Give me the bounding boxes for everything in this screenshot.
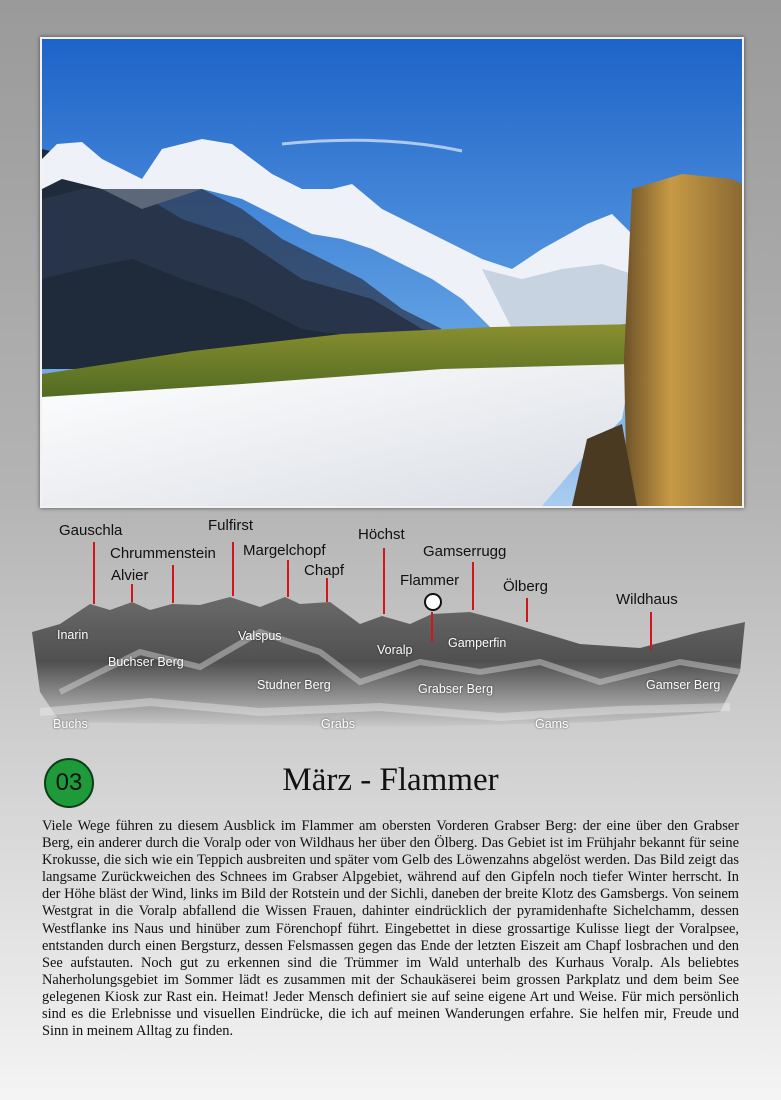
place-label-buchs: Buchs bbox=[53, 717, 88, 731]
peak-label-chapf: Chapf bbox=[304, 562, 345, 579]
place-label-studner-berg: Studner Berg bbox=[257, 678, 331, 692]
panorama-diagram bbox=[0, 512, 781, 752]
margelchopf-marker-line bbox=[287, 560, 289, 597]
gamserrugg-marker-line bbox=[472, 562, 474, 610]
place-label-gamser-berg: Gamser Berg bbox=[646, 678, 721, 692]
peak-label-chrummenstein: Chrummenstein bbox=[110, 545, 216, 562]
chrummenstein-marker-line bbox=[172, 565, 174, 603]
peak-label-gauschla: Gauschla bbox=[59, 522, 123, 539]
peak-label-alvier: Alvier bbox=[111, 567, 149, 584]
chapf-marker-line bbox=[326, 578, 328, 602]
alvier-marker-line bbox=[131, 584, 133, 602]
place-label-gams: Gams bbox=[535, 717, 569, 731]
oelberg-marker-line bbox=[526, 598, 528, 622]
place-label-gamperfin: Gamperfin bbox=[448, 636, 507, 650]
peak-label-fulfirst: Fulfirst bbox=[208, 517, 253, 534]
landscape-photo bbox=[40, 37, 744, 508]
fulfirst-marker-line bbox=[232, 542, 234, 596]
page-title: März - Flammer bbox=[282, 762, 499, 798]
peak-label-flammer: Flammer bbox=[400, 572, 460, 589]
peak-label-oelberg: Ölberg bbox=[503, 578, 549, 595]
chapter-number: 03 bbox=[55, 769, 83, 796]
peak-label-margelchopf: Margelchopf bbox=[243, 542, 326, 559]
flammer-location-dot bbox=[424, 593, 442, 611]
place-label-buchser-berg: Buchser Berg bbox=[108, 655, 184, 669]
peak-label-hoechst: Höchst bbox=[358, 526, 405, 543]
hoechst-marker-line bbox=[383, 548, 385, 614]
gauschla-marker-line bbox=[93, 542, 95, 604]
place-label-grabs: Grabs bbox=[321, 717, 356, 731]
peak-label-gamserrugg: Gamserrugg bbox=[423, 543, 507, 560]
body-paragraph: Viele Wege führen zu diesem Ausblick im Flammer am obersten Vorderen Grabser Berg: der eine über den Grabser Berg, ein anderer durch die Voralp oder von Wildhaus her über den Ölberg. Das Gebiet ist im Frühjahr bekannt für seine Krokusse, die sich wie ein Teppich ausbreiten und später vom Gelb des Löwenzahns abgelöst werden. Das Bild zeigt das langsame Zurückweichen des Schnees im Grabser Alpgebiet, während auf den Gipfeln noch tiefer Winter herrscht. In der Höhe bläst der Wind, links im Bild der Rotstein und der Sichli, daneben der breite Klotz des Gamsbergs. Von seinem Westgrat in die Voralp abfallend die Wissen Frauen, dahinter eindrücklich der pyramidenhafte Sichelchamm, dessen Westflanke ins Naus und hinüber zum Förenchopf führt. Eingebettet in diese grossartige Kulisse liegt der Voralpsee, entstanden durch einen Bergsturz, dessen Felsmassen gegen das Ende der letzten Eiszeit am Chapf losbrachen und den See aufstauten. Noch gut zu erkennen sind die Trümmer im Wald unterhalb des Kurhaus Voralp. Als beliebtes Naherholungsgebiet im Sommer lädt es zusammen mit der Schaukäserei beim grossen Parkplatz und dem beim See gelegenen Kiosk zur Rast ein. Heimat! Jeder Mensch definiert sie auf seine eigene Art und Weise. Für mich persönlich sind es die Erlebnisse und visuellen Eindrücke, die ich auf meinen Wanderungen erfahre. Sie helfen mir, Freude und Sinn in meinem Alltag zu finden. bbox=[42, 818, 739, 1040]
place-label-valspus: Valspus bbox=[238, 629, 282, 643]
place-label-grabser-berg: Grabser Berg bbox=[418, 682, 494, 696]
wildhaus-marker-line bbox=[650, 612, 652, 650]
place-label-voralp: Voralp bbox=[377, 643, 413, 657]
peak-label-wildhaus: Wildhaus bbox=[616, 591, 678, 608]
flammer-marker-line bbox=[431, 612, 433, 642]
place-label-inarin: Inarin bbox=[57, 628, 89, 642]
